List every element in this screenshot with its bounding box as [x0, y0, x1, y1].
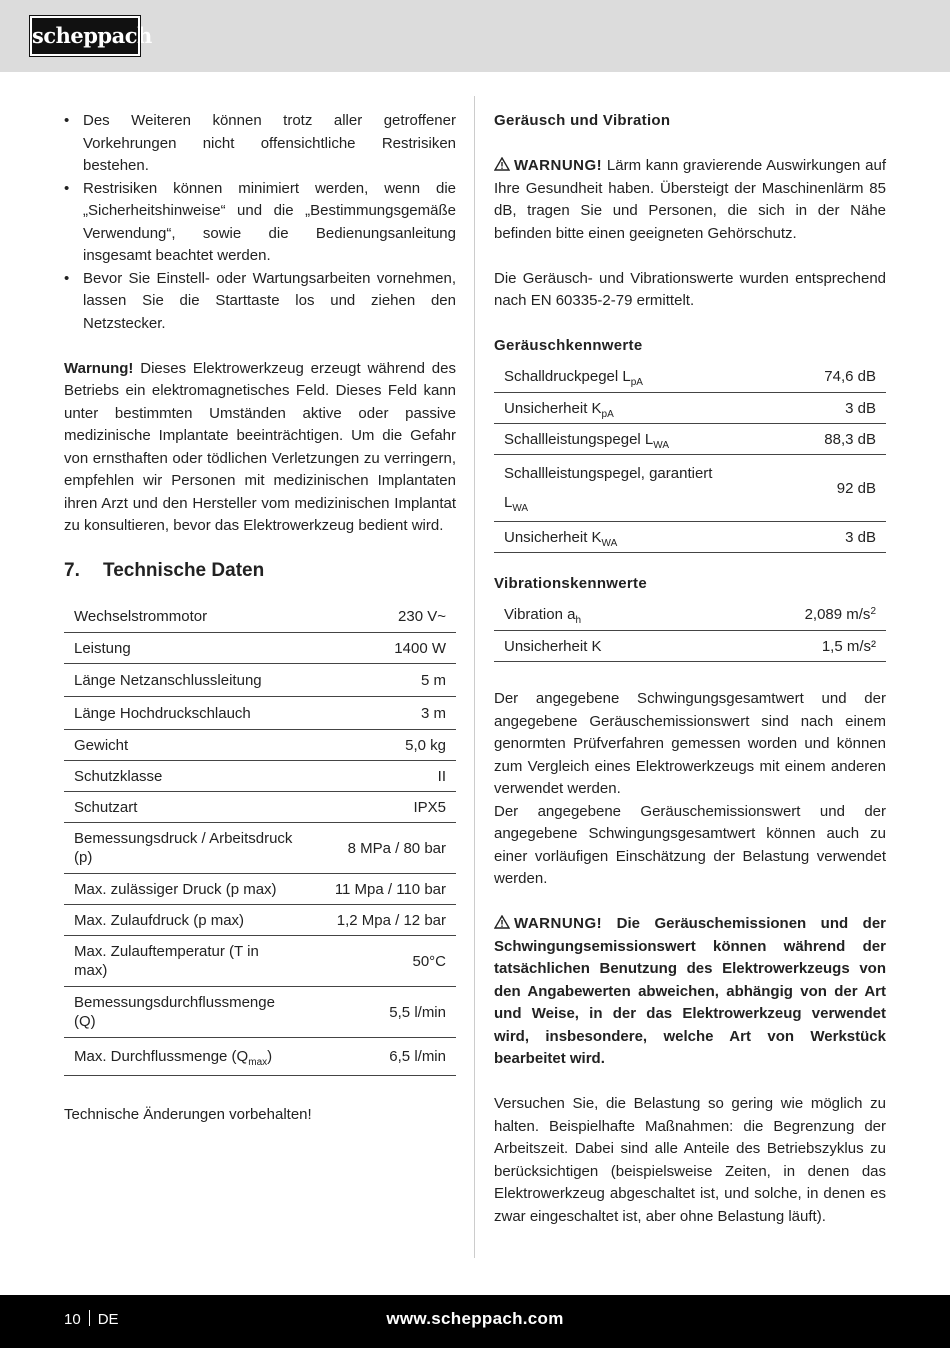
noise-label: Schallleistungspegel, garantiert $L_{WA}$	[494, 455, 744, 522]
spec-label: Wechselstrommotor	[64, 602, 304, 633]
spec-label: Max. Zulaufdruck (p max)	[64, 905, 304, 936]
spec-value: 5,5 l/min	[304, 987, 456, 1038]
table-row	[64, 874, 456, 905]
changes-note: Technische Änderungen vorbehalten!	[64, 1106, 312, 1123]
spec-value: 50°C	[304, 936, 456, 987]
table-row	[64, 792, 456, 823]
residual-risk-list	[64, 110, 456, 335]
table-row	[64, 602, 456, 633]
spec-label: Leistung	[64, 633, 304, 664]
spec-label: Gewicht	[64, 730, 304, 761]
list-item: • Restrisiken können minimiert werden, wenn die „Sicherheitshinweise“ und die „Bestimmungsgemäße Verwendung“, sowie die Bedienungsanleitung insgesamt beachtet werden.	[64, 178, 456, 268]
spec-value: II	[304, 761, 456, 792]
table-row	[64, 936, 456, 987]
noise-vibration-heading: Geräusch und Vibration	[494, 112, 671, 129]
table-row	[64, 697, 456, 730]
table-row	[64, 633, 456, 664]
spec-label: Max. Zulauftemperatur (T in max)	[64, 936, 304, 987]
reduction-paragraph: Versuchen Sie, die Belastung so gering wie möglich zu halten. Beispielhafte Maßnahmen: die Begrenzung der Arbeitszeit. Dabei sind alle Anteile des Betriebszyklus zu berücksichtigen (beispielsweise Zeiten, in denen das Elektrowerkzeug abgeschaltet ist, und solche, in denen es zwar eingeschaltet ist, aber ohne Belastung läuft).	[494, 1095, 886, 1225]
spec-label: Schutzart	[64, 792, 304, 823]
separator	[89, 1310, 90, 1326]
warning-triangle-icon	[494, 157, 510, 171]
spec-label: Bemessungsdruck / Arbeitsdruck (p)	[64, 823, 304, 874]
noise-value: 3 dB	[744, 522, 886, 553]
warning-label: Warnung!	[64, 359, 134, 377]
table-row	[64, 761, 456, 792]
table-row	[64, 823, 456, 874]
table-row	[64, 730, 456, 761]
spec-value: 8 MPa / 80 bar	[304, 823, 456, 874]
technical-data-table	[64, 602, 456, 1077]
page-number: 10	[64, 1311, 81, 1328]
spec-value: 1,2 Mpa / 12 bar	[304, 905, 456, 936]
emission-paragraph-2: Der angegebene Geräuschemissionswert und der angegebene Schwingungsgesamtwert können auch zu einer vorläufigen Einschätzung der Belastung verwendet werden.	[494, 802, 886, 887]
vibration-values-table	[494, 600, 886, 663]
noise-label: Unsicherheit $K_{WA}$	[494, 522, 744, 553]
noise-value: 92 dB	[744, 455, 886, 522]
noise-value: 3 dB	[744, 393, 886, 424]
spec-value: 1400 W	[304, 633, 456, 664]
spec-label: Max. Durchflussmenge $(Q_{max})$	[64, 1038, 304, 1076]
left-column	[64, 110, 456, 1127]
section-number: 7.	[64, 559, 80, 581]
measurement-paragraph: Die Geräusch- und Vibrationswerte wurden entsprechend nach EN 60335-2-79 ermittelt.	[494, 269, 886, 309]
website-url[interactable]: www.scheppach.com	[386, 1309, 564, 1328]
page-indicator	[64, 1309, 119, 1332]
table-row	[64, 987, 456, 1038]
table-row	[494, 600, 886, 631]
spec-value: 5,0 kg	[304, 730, 456, 761]
table-row	[494, 362, 886, 393]
table-row	[494, 393, 886, 424]
scheppach-logo: scheppach	[30, 16, 140, 56]
spec-label: Bemessungsdurchflussmenge (Q)	[64, 987, 304, 1038]
warning-text: Die Geräuschemissionen und der Schwingungsemissionswert können während der tatsächlichen Benutzung des Elektrowerkzeugs von den Angabewerten abweichen, abhängig von der Art und Weise, in der das Elektrowerkzeug verwendet wird, insbesondere, welche Art von Werkstück bearbeitet wird.	[494, 915, 886, 1067]
spec-label: Länge Netzanschlussleitung	[64, 664, 304, 697]
spec-value: 6,5 l/min	[304, 1038, 456, 1076]
emf-warning-paragraph	[64, 358, 456, 538]
spec-value: IPX5	[304, 792, 456, 823]
noise-warning-paragraph	[494, 155, 886, 245]
vibration-value: 1,5 m/s²	[714, 631, 886, 662]
spec-value: 230 V~	[304, 602, 456, 633]
warning-label: WARNUNG!	[514, 157, 603, 174]
right-column	[494, 110, 886, 1228]
vibration-value: 2,089 $m/s^2$	[714, 600, 886, 631]
emission-paragraph-1: Der angegebene Schwingungsgesamtwert und der angegebene Geräuschemissionswert sind nach einem genormten Prüfverfahren gemessen worden und können zum Vergleich eines Elektrowerkzeugs mit einem anderen verwendet werden.	[494, 690, 886, 797]
vibration-label: Unsicherheit K	[494, 631, 714, 662]
spec-value: 5 m	[304, 664, 456, 697]
table-row	[64, 1038, 456, 1076]
emission-warning-paragraph	[494, 913, 886, 1071]
spec-value: 11 Mpa / 110 bar	[304, 874, 456, 905]
noise-label: Schallleistungspegel $L_{WA}$	[494, 424, 744, 455]
section-title: Technische Daten	[103, 559, 265, 581]
warning-text: Lärm kann gravierende Auswirkungen auf Ihre Gesundheit haben. Übersteigt der Maschinenlärm 85 dB, tragen Sie und Personen, die sich in der Nähe befinden bitte einen geeigneten Gehörschutz.	[494, 157, 886, 242]
noise-values-heading: Geräuschkennwerte	[494, 337, 643, 354]
warning-triangle-icon	[494, 915, 510, 929]
list-item: • Des Weiteren können trotz aller getroffener Vorkehrungen nicht offensichtliche Restrisiken bestehen.	[64, 110, 456, 178]
list-item: • Bevor Sie Einstell- oder Wartungsarbeiten vornehmen, lassen Sie die Starttaste los und ziehen den Netzstecker.	[64, 268, 456, 336]
footer-bar	[0, 1295, 950, 1348]
noise-values-table	[494, 362, 886, 554]
spec-label: Länge Hochdruckschlauch	[64, 697, 304, 730]
vibration-label: Vibration $a_h$	[494, 600, 714, 631]
spec-label: Max. zulässiger Druck (p max)	[64, 874, 304, 905]
warning-text: Dieses Elektrowerkzeug erzeugt während des Betriebs ein elektromagnetisches Feld. Dieses Feld kann unter bestimmten Umständen aktive oder passive medizinische Implantate beeinträchtigen. Um die Gefahr von ernsthaften oder tödlichen Verletzungen zu verringern, empfehlen wir Personen mit medizinischen Implantaten ihren Arzt und den Hersteller vom medizinischen Implantat zu konsultieren, bevor das Elektrowerkzeug bedient wird.	[64, 359, 456, 534]
table-row	[494, 424, 886, 455]
noise-value: 88,3 dB	[744, 424, 886, 455]
noise-label: Schalldruckpegel $L_{pA}$	[494, 362, 744, 393]
spec-label: Schutzklasse	[64, 761, 304, 792]
column-divider	[474, 96, 475, 1258]
section-heading	[64, 558, 456, 584]
table-row	[494, 455, 886, 522]
spec-value: 3 m	[304, 697, 456, 730]
table-row	[494, 522, 886, 553]
vibration-values-heading: Vibrationskennwerte	[494, 575, 647, 592]
table-row	[64, 905, 456, 936]
header-bar	[0, 0, 950, 72]
table-row	[494, 631, 886, 662]
noise-label: Unsicherheit $K_{pA}$	[494, 393, 744, 424]
noise-value: 74,6 dB	[744, 362, 886, 393]
table-row	[64, 664, 456, 697]
language-code: DE	[97, 1311, 119, 1328]
warning-label: WARNUNG!	[514, 915, 603, 932]
